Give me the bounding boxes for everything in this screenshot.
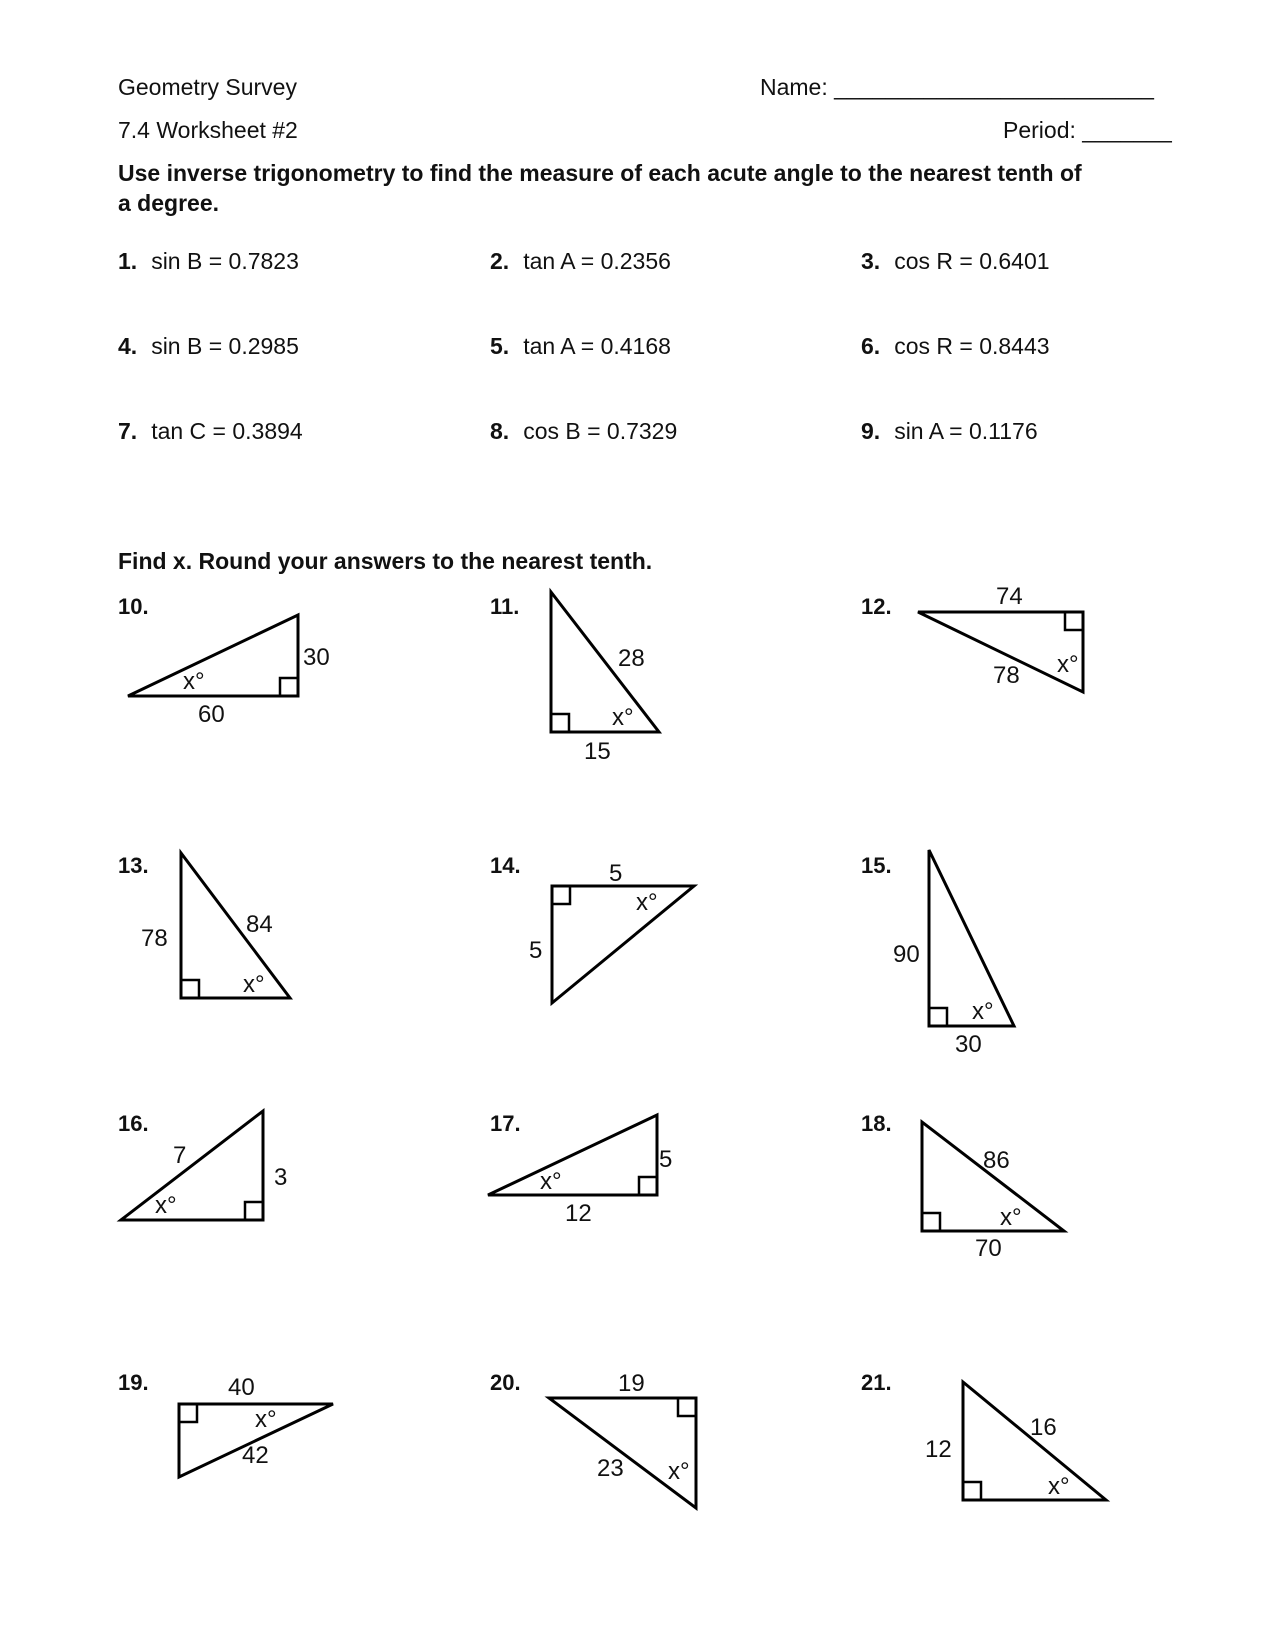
- triangle-14: [529, 860, 694, 1003]
- problem-expression: sin B = 0.2985: [151, 333, 299, 359]
- problem-number: 4.: [118, 333, 138, 359]
- side-label: 5: [609, 860, 623, 887]
- problem-12-number: 12.: [861, 594, 892, 619]
- triangle-17-outline: [488, 1111, 657, 1195]
- problem-number: 7.: [118, 418, 138, 444]
- side-label: 15: [584, 738, 611, 765]
- section1-instructions-line1: Use inverse trigonometry to find the measure of each acute angle to the nearest tenth of: [118, 160, 1082, 186]
- problem-expression: tan A = 0.4168: [523, 333, 671, 359]
- angle-label-x: x°: [255, 1406, 277, 1433]
- problem-13-number: 13.: [118, 853, 149, 878]
- section1-instructions-line2: a degree.: [118, 190, 219, 216]
- triangle-13-outline: [181, 853, 290, 998]
- triangle-16-outline: [121, 1111, 263, 1220]
- right-angle-mark: [179, 1404, 197, 1422]
- side-label: 40: [228, 1374, 255, 1401]
- right-angle-mark: [552, 886, 570, 904]
- angle-label-x: x°: [612, 704, 634, 731]
- problem-15-number: 15.: [861, 853, 892, 878]
- triangle-18-outline: [922, 1122, 1064, 1231]
- triangle-14-outline: [552, 886, 694, 1003]
- problem-number: 8.: [490, 418, 510, 444]
- problem-expression: sin A = 0.1176: [894, 418, 1038, 444]
- side-label: 60: [198, 701, 225, 728]
- angle-label-x: x°: [1000, 1204, 1022, 1231]
- side-label: 28: [618, 645, 645, 672]
- side-label: 16: [1030, 1414, 1057, 1441]
- problem-21-number: 21.: [861, 1370, 892, 1395]
- right-angle-mark: [639, 1177, 657, 1195]
- problem-expression: cos B = 0.7329: [523, 418, 678, 444]
- problem-number: 3.: [861, 248, 881, 274]
- angle-label-x: x°: [540, 1168, 562, 1195]
- triangle-15: [893, 850, 1014, 1058]
- problem-17-number: 17.: [490, 1111, 521, 1136]
- problem-expression: sin B = 0.7823: [151, 248, 299, 274]
- side-label: 78: [141, 925, 168, 952]
- side-label: 74: [996, 583, 1023, 610]
- right-angle-mark: [922, 1213, 940, 1231]
- triangle-16: [121, 1111, 287, 1220]
- problem-number: 9.: [861, 418, 881, 444]
- angle-label-x: x°: [668, 1458, 690, 1485]
- triangle-10-outline: [128, 615, 298, 696]
- right-angle-mark: [551, 714, 569, 732]
- problem-expression: tan A = 0.2356: [523, 248, 671, 274]
- angle-label-x: x°: [155, 1192, 177, 1219]
- problem-16-number: 16.: [118, 1111, 149, 1136]
- angle-label-x: x°: [636, 889, 658, 916]
- problem-number: 6.: [861, 333, 881, 359]
- problem-number: 5.: [490, 333, 510, 359]
- worksheet-title: 7.4 Worksheet #2: [118, 117, 298, 143]
- side-label: 70: [975, 1235, 1002, 1262]
- problem-number: 2.: [490, 248, 510, 274]
- side-label: 19: [618, 1370, 645, 1397]
- side-label: 78: [993, 662, 1020, 689]
- problem-18-number: 18.: [861, 1111, 892, 1136]
- right-angle-mark: [929, 1008, 947, 1026]
- course-title: Geometry Survey: [118, 74, 297, 100]
- section2-instructions: Find x. Round your answers to the nearest tenth.: [118, 548, 653, 574]
- period-field[interactable]: Period: _______: [1003, 117, 1172, 143]
- side-label: 30: [303, 644, 330, 671]
- right-angle-mark: [181, 980, 199, 998]
- angle-label-x: x°: [183, 668, 205, 695]
- side-label: 12: [925, 1436, 952, 1463]
- problem-10-number: 10.: [118, 594, 149, 619]
- side-label: 90: [893, 941, 920, 968]
- right-angle-mark: [280, 678, 298, 696]
- triangle-20-outline: [549, 1398, 696, 1508]
- triangle-21-outline: [963, 1382, 1106, 1500]
- triangle-19: [179, 1374, 333, 1477]
- problem-19-number: 19.: [118, 1370, 149, 1395]
- right-angle-mark: [245, 1202, 263, 1220]
- name-field[interactable]: Name: _________________________: [760, 74, 1154, 100]
- triangle-10: [128, 615, 330, 728]
- angle-label-x: x°: [1048, 1473, 1070, 1500]
- triangle-12: [918, 583, 1083, 692]
- triangle-20: [549, 1370, 696, 1508]
- triangle-17: [488, 1111, 673, 1227]
- problem-11-number: 11.: [490, 594, 520, 619]
- right-angle-mark: [1065, 612, 1083, 630]
- side-label: 30: [955, 1031, 982, 1058]
- side-label: 12: [565, 1200, 592, 1227]
- right-angle-mark: [963, 1482, 981, 1500]
- triangle-21: [925, 1382, 1106, 1500]
- triangle-13: [141, 853, 290, 998]
- side-label: 5: [659, 1146, 673, 1173]
- triangle-11: [551, 592, 659, 765]
- angle-label-x: x°: [1057, 651, 1079, 678]
- side-label: 86: [983, 1147, 1010, 1174]
- triangle-18: [922, 1122, 1064, 1262]
- problem-14-number: 14.: [490, 853, 521, 878]
- side-label: 7: [173, 1142, 187, 1169]
- problem-expression: tan C = 0.3894: [151, 418, 303, 444]
- right-angle-mark: [678, 1398, 696, 1416]
- problem-20-number: 20.: [490, 1370, 521, 1395]
- problem-expression: cos R = 0.6401: [894, 248, 1050, 274]
- side-label: 23: [597, 1455, 624, 1482]
- side-label: 5: [529, 937, 543, 964]
- side-label: 3: [274, 1164, 288, 1191]
- side-label: 42: [242, 1442, 269, 1469]
- problem-number: 1.: [118, 248, 138, 274]
- side-label: 84: [246, 911, 273, 938]
- problem-expression: cos R = 0.8443: [894, 333, 1050, 359]
- angle-label-x: x°: [972, 998, 994, 1025]
- angle-label-x: x°: [243, 971, 265, 998]
